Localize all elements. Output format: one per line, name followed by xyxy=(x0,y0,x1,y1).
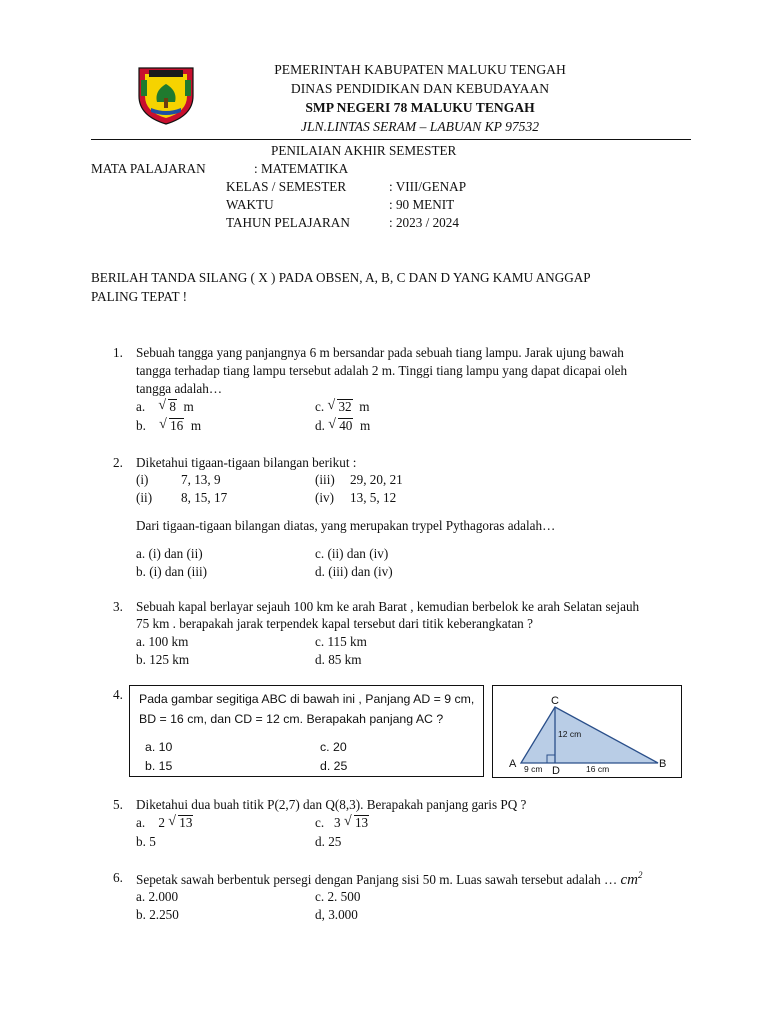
q2-item-iv-value: 13, 5, 12 xyxy=(350,490,397,505)
q2-item-iv-label: (iv) xyxy=(315,490,335,505)
q6-option-b[interactable]: b. 2.250 xyxy=(136,907,179,922)
label-d: D xyxy=(552,765,560,777)
subject-label: MATA PALAJARAN xyxy=(91,161,206,176)
header-line-1: PEMERINTAH KABUPATEN MALUKU TENGAH xyxy=(274,62,566,77)
q1-option-d[interactable] xyxy=(315,418,370,434)
instruction-line-2: PALING TEPAT ! xyxy=(91,289,187,304)
class-label: KELAS / SEMESTER xyxy=(226,179,347,194)
q1-text-2: tangga terhadap tiang lampu tersebut adalah 2 m. Tinggi tiang lampu yang dapat dicapai oleh xyxy=(136,363,628,378)
sqrt-symbol: √ 16 xyxy=(159,418,184,434)
q6-number: 6. xyxy=(113,870,123,885)
q4-option-c[interactable]: c. 20 xyxy=(320,740,347,754)
q1-option-b[interactable] xyxy=(136,418,201,434)
sqrt-symbol: √ 13 xyxy=(344,815,369,831)
q6-option-d[interactable]: d, 3.000 xyxy=(315,907,358,922)
q5-a-label: a. xyxy=(136,815,146,830)
q1-option-a[interactable] xyxy=(136,399,194,415)
label-c: C xyxy=(551,695,559,707)
header-school-name: SMP NEGERI 78 MALUKU TENGAH xyxy=(305,100,535,115)
q2-option-c[interactable]: c. (ii) dan (iv) xyxy=(315,546,389,561)
q1-b-label: b. xyxy=(136,418,146,433)
year-value: : 2023 / 2024 xyxy=(389,215,459,230)
q1-a-unit: m xyxy=(183,399,194,414)
sqrt-symbol: √ 32 xyxy=(327,399,352,415)
q2-item-iii-value: 29, 20, 21 xyxy=(350,472,403,487)
q2-option-a[interactable]: a. (i) dan (ii) xyxy=(136,546,203,561)
q2-number: 2. xyxy=(113,455,123,470)
subject-value: : MATEMATIKA xyxy=(254,161,349,176)
q2-text-2: Dari tigaan-tigaan bilangan diatas, yang merupakan trypel Pythagoras adalah… xyxy=(136,518,556,533)
q1-d-unit: m xyxy=(359,418,371,433)
q2-text-1: Diketahui tigaan-tigaan bilangan berikut : xyxy=(136,455,357,470)
q6-option-a[interactable]: a. 2.000 xyxy=(136,889,179,904)
q5-c-label: c. xyxy=(315,815,325,830)
q5-c-coef: 3 xyxy=(334,815,341,830)
q3-option-c[interactable]: c. 115 km xyxy=(315,634,367,649)
label-cd: 12 cm xyxy=(558,729,582,739)
q5-a-coef: 2 xyxy=(158,815,165,830)
year-label: TAHUN PELAJARAN xyxy=(226,215,350,230)
q4-text-2: BD = 16 cm, dan CD = 12 cm. Berapakah panjang AC ? xyxy=(139,712,444,726)
q2-option-b[interactable]: b. (i) dan (iii) xyxy=(136,564,208,579)
header-line-2: DINAS PENDIDIKAN DAN KEBUDAYAAN xyxy=(290,81,550,96)
q1-c-unit: m xyxy=(359,399,370,414)
q4-option-a[interactable]: a. 10 xyxy=(145,740,173,754)
q1-text-1: Sebuah tangga yang panjangnya 6 m bersandar pada sebuah tiang lampu. Jarak ujung bawah xyxy=(136,345,624,360)
q3-text-2: 75 km . berapakah jarak terpendek kapal tersebut dari titik keberangkatan ? xyxy=(136,616,533,631)
q3-text-1: Sebuah kapal berlayar sejauh 100 km ke arah Barat , kemudian berbelok ke arah Selatan sejauh xyxy=(136,599,640,614)
q6-option-c[interactable]: c. 2. 500 xyxy=(315,889,361,904)
q3-option-b[interactable]: b. 125 km xyxy=(136,652,190,667)
q5-option-b[interactable]: b. 5 xyxy=(136,834,156,849)
q5-option-d[interactable]: d. 25 xyxy=(315,834,342,849)
q2-item-iii-label: (iii) xyxy=(315,472,335,487)
q5-option-a[interactable] xyxy=(136,815,193,831)
sqrt-symbol: √ 8 xyxy=(158,399,177,415)
q4-option-b[interactable]: b. 15 xyxy=(145,759,173,773)
label-ad: 9 cm xyxy=(524,764,543,774)
q5-number: 5. xyxy=(113,797,123,812)
sqrt-symbol: √ 40 xyxy=(328,418,353,434)
q5-option-c[interactable] xyxy=(315,815,369,831)
q2-option-d[interactable]: d. (iii) dan (iv) xyxy=(315,564,393,579)
exam-title: PENILAIAN AKHIR SEMESTER xyxy=(271,143,457,158)
q5-text-1: Diketahui dua buah titik P(2,7) dan Q(8,3). Berapakah panjang garis PQ ? xyxy=(136,797,527,812)
q2-item-i-label: (i) xyxy=(136,472,149,487)
q3-number: 3. xyxy=(113,599,123,614)
q1-a-label: a. xyxy=(136,399,146,414)
time-value: : 90 MENIT xyxy=(389,197,455,212)
label-db: 16 cm xyxy=(586,764,610,774)
q1-text-3: tangga adalah… xyxy=(136,381,223,396)
header-address: JLN.LINTAS SERAM – LABUAN KP 97532 xyxy=(300,119,540,134)
q2-item-ii-value: 8, 15, 17 xyxy=(181,490,228,505)
label-b: B xyxy=(659,758,667,770)
q4-option-d[interactable]: d. 25 xyxy=(320,759,348,773)
triangle-abc xyxy=(521,707,658,763)
q2-item-i-value: 7, 13, 9 xyxy=(181,472,221,487)
instruction-line-1: BERILAH TANDA SILANG ( X ) PADA OBSEN, A, B, C DAN D YANG KAMU ANGGAP xyxy=(91,270,591,285)
label-a: A xyxy=(509,758,517,770)
q1-b-unit: m xyxy=(190,418,202,433)
q1-option-c[interactable] xyxy=(315,399,370,415)
q6-unit: $cm^2$ xyxy=(620,870,643,888)
q3-option-a[interactable]: a. 100 km xyxy=(136,634,189,649)
q1-d-label: d. xyxy=(315,418,325,433)
q1-c-label: c. xyxy=(315,399,325,414)
q4-number: 4. xyxy=(113,687,123,702)
q1-number: 1. xyxy=(113,345,123,360)
time-label: WAKTU xyxy=(226,197,274,212)
header-divider xyxy=(91,139,691,140)
q6-text-1 xyxy=(136,870,643,889)
q6-text: Sepetak sawah berbentuk persegi dengan Panjang sisi 50 m. Luas sawah tersebut adalah … xyxy=(136,872,618,887)
triangle-figure xyxy=(492,685,682,778)
q2-item-ii-label: (ii) xyxy=(136,490,153,505)
class-value: : VIII/GENAP xyxy=(389,179,467,194)
q3-option-d[interactable]: d. 85 km xyxy=(315,652,362,667)
sqrt-symbol: √ 13 xyxy=(168,815,193,831)
q4-text-1: Pada gambar segitiga ABC di bawah ini , Panjang AD = 9 cm, xyxy=(139,692,475,706)
